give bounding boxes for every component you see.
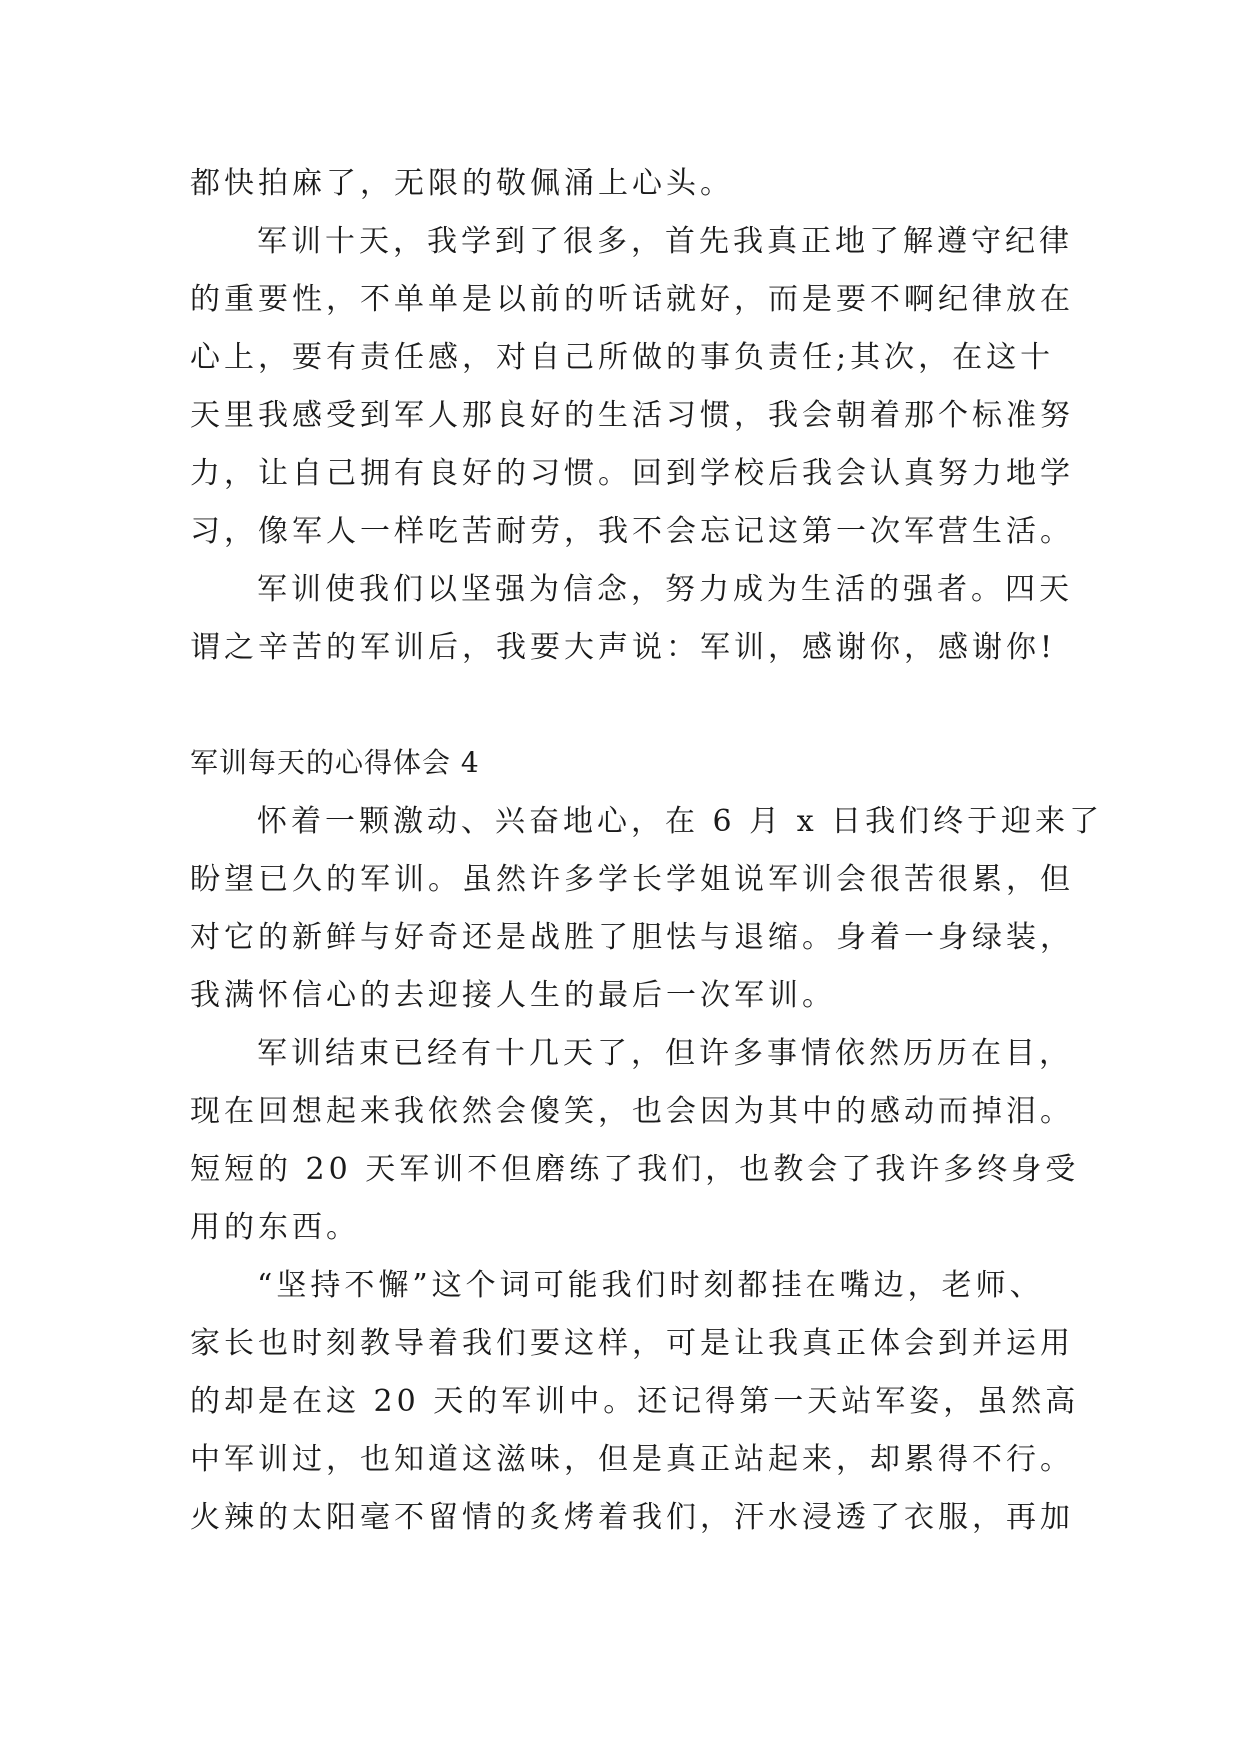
text-line: 的却是在这 20 天的军训中。还记得第一天站军姿，虽然高 <box>190 1384 1080 1419</box>
text-line: 军训使我们以坚强为信念，努力成为生活的强者。四天 <box>257 572 1073 607</box>
text-line: 盼望已久的军训。虽然许多学长学姐说军训会很苦很累，但 <box>190 862 1074 897</box>
text-line: 短短的 20 天军训不但磨练了我们，也教会了我许多终身受 <box>190 1152 1080 1187</box>
section-heading: 军训每天的心得体会 4 <box>190 746 480 779</box>
text-line: 中军训过，也知道这滋味，但是真正站起来，却累得不行。 <box>190 1442 1074 1477</box>
text-line: 怀着一颗激动、兴奋地心，在 6 月 x 日我们终于迎来了 <box>257 804 1104 839</box>
text-line: “坚持不懈”这个词可能我们时刻都挂在嘴边，老师、 <box>257 1268 1044 1303</box>
text-line: 心上，要有责任感，对自己所做的事负责任;其次，在这十 <box>190 340 1055 375</box>
text-line: 军训十天，我学到了很多，首先我真正地了解遵守纪律 <box>257 224 1073 259</box>
text-line: 军训结束已经有十几天了，但许多事情依然历历在目， <box>257 1036 1073 1071</box>
text-line: 天里我感受到军人那良好的生活习惯，我会朝着那个标准努 <box>190 398 1074 433</box>
text-line: 谓之辛苦的军训后，我要大声说：军训，感谢你，感谢你! <box>190 630 1057 665</box>
text-line: 我满怀信心的去迎接人生的最后一次军训。 <box>190 978 836 1013</box>
text-line: 的重要性，不单单是以前的听话就好，而是要不啊纪律放在 <box>190 282 1074 317</box>
text-line: 力，让自己拥有良好的习惯。回到学校后我会认真努力地学 <box>190 456 1074 491</box>
text-line: 火辣的太阳毫不留情的炙烤着我们，汗水浸透了衣服，再加 <box>190 1500 1074 1535</box>
text-line: 习，像军人一样吃苦耐劳，我不会忘记这第一次军营生活。 <box>190 514 1074 549</box>
text-line: 现在回想起来我依然会傻笑，也会因为其中的感动而掉泪。 <box>190 1094 1074 1129</box>
text-line: 对它的新鲜与好奇还是战胜了胆怯与退缩。身着一身绿装， <box>190 920 1074 955</box>
text-line: 家长也时刻教导着我们要这样，可是让我真正体会到并运用 <box>190 1326 1074 1361</box>
text-line: 用的东西。 <box>190 1210 360 1245</box>
text-line: 都快拍麻了，无限的敬佩涌上心头。 <box>190 166 734 201</box>
